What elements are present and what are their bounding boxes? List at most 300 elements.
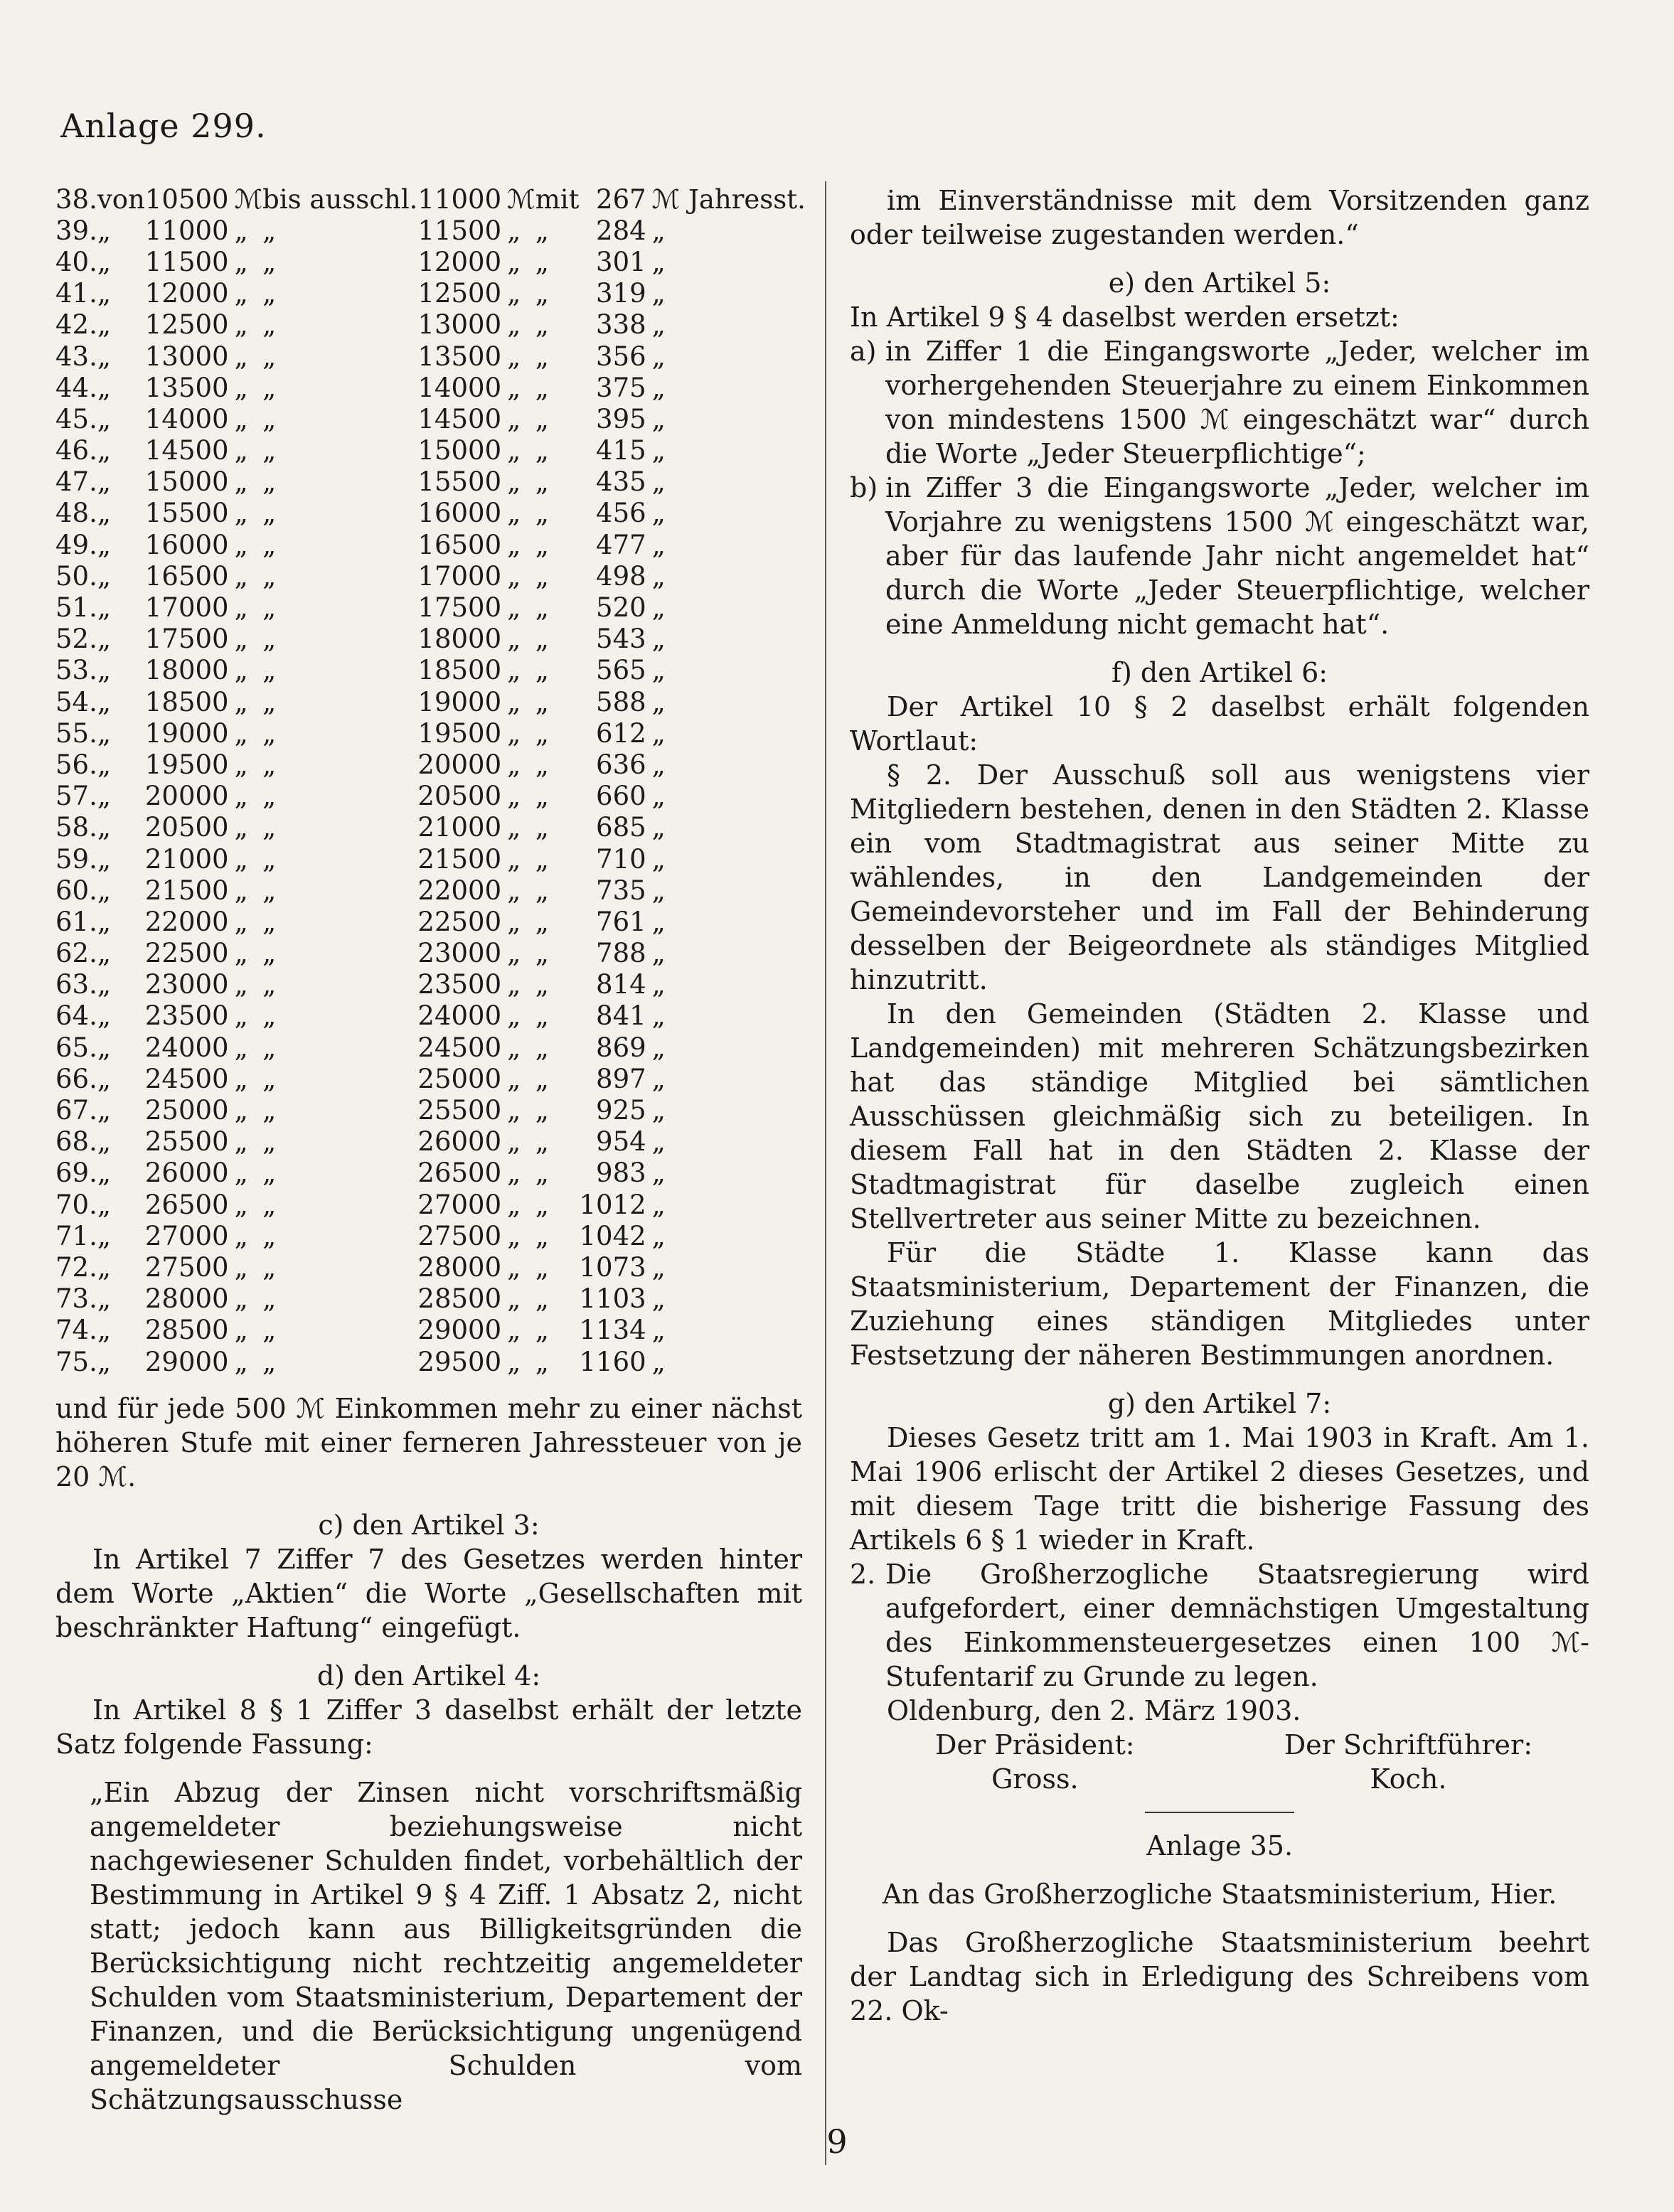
closing-text: Das Großherzogliche Staatsministerium beehrt der Landtag sich in Erledigung des Schreibens vom 22. Ok- xyxy=(850,1927,1589,2026)
currency-mark: „ xyxy=(234,372,248,403)
table-row xyxy=(55,655,806,686)
currency-mark: „ xyxy=(507,781,521,812)
with-word: „ xyxy=(535,655,549,686)
bracket-number: 51. xyxy=(55,592,97,624)
annual-tax: 456 xyxy=(596,498,646,529)
currency-mark: „ xyxy=(507,309,521,341)
tax-unit: „ xyxy=(651,812,666,843)
table-row xyxy=(55,1126,806,1158)
section-f-paragraph-1: § 2. Der Ausschuß soll aus wenigstens vier Mitgliedern bestehen, denen in den Städten 2. Klasse ein vom Stadtmagistrat aus seiner Mitte zu wählendes, in den Landgemeinden der Gemeindevorsteher und im Fall der Behinderung desselben der Beigeordnete als ständiges Mitglied hinzutritt. xyxy=(850,759,1589,995)
from-word: „ xyxy=(97,1283,112,1315)
upto-word: „ xyxy=(262,843,277,875)
upper-bound: 14000 xyxy=(417,372,502,403)
left-column xyxy=(55,183,806,2117)
annual-tax: 735 xyxy=(596,875,646,906)
annual-tax: 636 xyxy=(596,749,646,780)
with-word: „ xyxy=(535,1095,549,1126)
signature-block xyxy=(850,1728,1589,1796)
table-row xyxy=(55,686,806,717)
currency-mark: „ xyxy=(507,341,521,372)
currency-mark: „ xyxy=(234,1251,248,1283)
currency-mark: „ xyxy=(234,278,248,309)
tax-unit: „ xyxy=(651,1063,666,1094)
bracket-number: 46. xyxy=(55,435,97,466)
currency-mark: „ xyxy=(234,498,248,529)
annual-tax: 338 xyxy=(596,309,646,341)
table-row xyxy=(55,1220,806,1251)
currency-mark: „ xyxy=(234,1189,248,1220)
table-row xyxy=(55,1000,806,1032)
lower-bound: 15000 xyxy=(144,466,229,498)
annual-tax: 925 xyxy=(596,1095,646,1126)
from-word: „ xyxy=(97,215,112,246)
annual-tax: 267 xyxy=(596,183,646,215)
currency-mark: „ xyxy=(507,906,521,937)
upper-bound: 17500 xyxy=(417,592,502,624)
upper-bound: 16500 xyxy=(417,529,502,560)
column-divider xyxy=(825,181,826,2165)
upto-word: „ xyxy=(262,1095,277,1126)
bracket-number: 49. xyxy=(55,529,97,560)
table-row xyxy=(55,875,806,906)
section-c-heading: c) den Artikel 3: xyxy=(318,1510,540,1542)
currency-mark: „ xyxy=(234,341,248,372)
table-row xyxy=(55,1315,806,1346)
currency-mark: „ xyxy=(507,624,521,655)
from-word: „ xyxy=(97,278,112,309)
table-row xyxy=(55,498,806,529)
list-item xyxy=(850,334,1589,471)
resolution-item-2 xyxy=(850,1557,1589,1694)
tax-unit: ℳ Jahresst. xyxy=(651,183,806,215)
section-e-intro: In Artikel 9 § 4 daselbst werden ersetzt: xyxy=(850,301,1400,333)
from-word: „ xyxy=(97,1000,112,1032)
annual-tax: 375 xyxy=(596,372,646,403)
lower-bound: 23000 xyxy=(144,969,229,1000)
bracket-number: 56. xyxy=(55,749,97,780)
with-word: „ xyxy=(535,1283,549,1315)
currency-mark: „ xyxy=(234,1346,248,1377)
upper-bound: 12500 xyxy=(417,278,502,309)
annual-tax: 685 xyxy=(596,812,646,843)
continuation-text: im Einverständnisse mit dem Vorsitzenden ganz oder teilweise zugestanden werden.“ xyxy=(850,185,1589,250)
upto-word: „ xyxy=(262,1063,277,1094)
resolution-item-label: 2. xyxy=(850,1559,876,1590)
with-word: „ xyxy=(535,498,549,529)
from-word: „ xyxy=(97,749,112,780)
tax-unit: „ xyxy=(651,1315,666,1346)
currency-mark: „ xyxy=(507,655,521,686)
lower-bound: 23500 xyxy=(144,1000,229,1032)
from-word: „ xyxy=(97,1063,112,1094)
with-word: „ xyxy=(535,1063,549,1094)
with-word: „ xyxy=(535,246,549,277)
from-word: „ xyxy=(97,624,112,655)
upper-bound: 12000 xyxy=(417,246,502,277)
currency-mark: „ xyxy=(507,1283,521,1315)
upto-word: „ xyxy=(262,215,277,246)
upper-bound: 13500 xyxy=(417,341,502,372)
with-word: „ xyxy=(535,560,549,592)
bracket-number: 64. xyxy=(55,1000,97,1032)
lower-bound: 18500 xyxy=(144,686,229,717)
upper-bound: 22000 xyxy=(417,875,502,906)
section-g-text: Dieses Gesetz tritt am 1. Mai 1903 in Kraft. Am 1. Mai 1906 erlischt der Artikel 2 dieses Gesetzes, und mit diesem Tage tritt die bisherige Fassung des Artikels 6 § 1 wieder in Kraft. xyxy=(850,1422,1589,1556)
lower-bound: 24000 xyxy=(144,1032,229,1063)
tax-unit: „ xyxy=(651,1346,666,1377)
from-word: „ xyxy=(97,560,112,592)
tax-unit: „ xyxy=(651,624,666,655)
with-word: „ xyxy=(535,781,549,812)
upper-bound: 26500 xyxy=(417,1158,502,1189)
with-word: „ xyxy=(535,686,549,717)
table-row xyxy=(55,1189,806,1220)
list-item-text: in Ziffer 1 die Eingangsworte „Jeder, welcher im vorhergehenden Steuerjahre zu einem Einkommen von mindestens 1500 ℳ eingeschätzt war“ durch die Worte „Jeder Steuerpflichtige“; xyxy=(885,336,1589,469)
currency-mark: „ xyxy=(507,1158,521,1189)
annual-tax: 543 xyxy=(596,624,646,655)
currency-mark: „ xyxy=(234,1063,248,1094)
table-row xyxy=(55,938,806,969)
currency-mark: „ xyxy=(234,686,248,717)
bracket-number: 66. xyxy=(55,1063,97,1094)
bracket-number: 45. xyxy=(55,403,97,434)
lower-bound: 20000 xyxy=(144,781,229,812)
with-word: „ xyxy=(535,1126,549,1158)
tax-unit: „ xyxy=(651,529,666,560)
with-word: „ xyxy=(535,309,549,341)
upper-bound: 28500 xyxy=(417,1283,502,1315)
with-word: „ xyxy=(535,1158,549,1189)
annual-tax: 1012 xyxy=(579,1189,646,1220)
with-word: „ xyxy=(535,278,549,309)
currency-mark: „ xyxy=(507,1189,521,1220)
tax-unit: „ xyxy=(651,906,666,937)
from-word: „ xyxy=(97,1158,112,1189)
tax-unit: „ xyxy=(651,592,666,624)
from-word: „ xyxy=(97,717,112,749)
table-row xyxy=(55,1063,806,1094)
currency-mark: „ xyxy=(507,403,521,434)
with-word: „ xyxy=(535,592,549,624)
president-title: Der Präsident: xyxy=(935,1729,1135,1760)
currency-mark: „ xyxy=(507,1251,521,1283)
lower-bound: 20500 xyxy=(144,812,229,843)
upper-bound: 28000 xyxy=(417,1251,502,1283)
currency-mark: „ xyxy=(507,843,521,875)
currency-mark: „ xyxy=(507,1220,521,1251)
upto-word: „ xyxy=(262,1220,277,1251)
upper-bound: 25000 xyxy=(417,1063,502,1094)
currency-mark: „ xyxy=(507,717,521,749)
annual-tax: 954 xyxy=(596,1126,646,1158)
currency-mark: „ xyxy=(234,1000,248,1032)
bracket-number: 58. xyxy=(55,812,97,843)
from-word: „ xyxy=(97,1346,112,1377)
upto-word: „ xyxy=(262,372,277,403)
lower-bound: 25000 xyxy=(144,1095,229,1126)
lower-bound: 13000 xyxy=(144,341,229,372)
secretary-name: Koch. xyxy=(1370,1763,1447,1795)
table-row xyxy=(55,749,806,780)
bracket-number: 44. xyxy=(55,372,97,403)
currency-mark: „ xyxy=(234,1095,248,1126)
bracket-number: 57. xyxy=(55,781,97,812)
currency-mark: „ xyxy=(507,278,521,309)
upper-bound: 19500 xyxy=(417,717,502,749)
upto-word: „ xyxy=(262,686,277,717)
currency-mark: „ xyxy=(507,938,521,969)
lower-bound: 27500 xyxy=(144,1251,229,1283)
from-word: „ xyxy=(97,938,112,969)
table-row xyxy=(55,1346,806,1377)
lower-bound: 21500 xyxy=(144,875,229,906)
upper-bound: 15000 xyxy=(417,435,502,466)
secretary-title: Der Schriftführer: xyxy=(1284,1729,1532,1760)
with-word: „ xyxy=(535,1220,549,1251)
table-row xyxy=(55,466,806,498)
upto-word: „ xyxy=(262,1315,277,1346)
table-row xyxy=(55,717,806,749)
lower-bound: 11000 xyxy=(144,215,229,246)
upper-bound: 27500 xyxy=(417,1220,502,1251)
currency-mark: „ xyxy=(234,592,248,624)
currency-mark: „ xyxy=(234,969,248,1000)
with-word: „ xyxy=(535,1032,549,1063)
annual-tax: 520 xyxy=(596,592,646,624)
tax-unit: „ xyxy=(651,1189,666,1220)
from-word: „ xyxy=(97,1032,112,1063)
tax-unit: „ xyxy=(651,781,666,812)
tax-unit: „ xyxy=(651,1220,666,1251)
with-word: „ xyxy=(535,1346,549,1377)
upper-bound: 13000 xyxy=(417,309,502,341)
upto-word: „ xyxy=(262,938,277,969)
place-date: Oldenburg, den 2. März 1903. xyxy=(887,1695,1301,1726)
annual-tax: 897 xyxy=(596,1063,646,1094)
from-word: von xyxy=(97,183,145,215)
currency-mark: „ xyxy=(507,812,521,843)
lower-bound: 26500 xyxy=(144,1189,229,1220)
president-name: Gross. xyxy=(991,1763,1079,1795)
table-continuation-text: und für jede 500 ℳ Einkommen mehr zu einer nächst höheren Stufe mit einer ferneren Jahressteuer von je 20 ℳ. xyxy=(55,1393,802,1493)
with-word: „ xyxy=(535,529,549,560)
section-g-heading: g) den Artikel 7: xyxy=(1107,1388,1332,1419)
currency-mark: „ xyxy=(234,403,248,434)
upto-word: „ xyxy=(262,341,277,372)
table-row xyxy=(55,309,806,341)
upto-word: „ xyxy=(262,1189,277,1220)
bracket-number: 52. xyxy=(55,624,97,655)
from-word: „ xyxy=(97,1095,112,1126)
currency-mark: „ xyxy=(234,875,248,906)
tax-unit: „ xyxy=(651,1095,666,1126)
section-d-quote: „Ein Abzug der Zinsen nicht vorschriftsmäßig angemeldeter beziehungsweise nicht nachgewiesener Schulden findet, vorbehältlich der Bestimmung in Artikel 9 § 4 Ziff. 1 Absatz 2, nicht statt; jedoch kann aus Billigkeitsgründen die Berücksichtigung nicht rechtzeitig angemeldeter Schulden vom Staatsministerium, Departement der Finanzen, und die Berücksichtigung ungenügend angemeldeter Schulden vom Schätzungsausschusse xyxy=(90,1777,802,2116)
currency-mark: „ xyxy=(234,781,248,812)
from-word: „ xyxy=(97,341,112,372)
upper-bound: 16000 xyxy=(417,498,502,529)
lower-bound: 17000 xyxy=(144,592,229,624)
from-word: „ xyxy=(97,309,112,341)
lower-bound: 13500 xyxy=(144,372,229,403)
annual-tax: 319 xyxy=(596,278,646,309)
annual-tax: 415 xyxy=(596,435,646,466)
next-annex-title: Anlage 35. xyxy=(1146,1830,1294,1861)
currency-mark: „ xyxy=(507,1346,521,1377)
list-item-text: in Ziffer 3 die Eingangsworte „Jeder, welcher im Vorjahre zu wenigstens 1500 ℳ eingeschätzt war, aber für das laufende Jahr nicht angemeldet hat“ durch die Worte „Jeder Steuerpflichtige, welcher eine Anmeldung nicht gemacht hat“. xyxy=(885,472,1589,640)
upper-bound: 20000 xyxy=(417,749,502,780)
tax-unit: „ xyxy=(651,875,666,906)
upper-bound: 14500 xyxy=(417,403,502,434)
upto-word: „ xyxy=(262,624,277,655)
upto-word: „ xyxy=(262,969,277,1000)
currency-mark: „ xyxy=(507,435,521,466)
currency-mark: „ xyxy=(234,215,248,246)
from-word: „ xyxy=(97,1220,112,1251)
currency-mark: „ xyxy=(234,843,248,875)
annual-tax: 841 xyxy=(596,1000,646,1032)
annual-tax: 869 xyxy=(596,1032,646,1063)
currency-mark: „ xyxy=(507,246,521,277)
tax-unit: „ xyxy=(651,969,666,1000)
upper-bound: 19000 xyxy=(417,686,502,717)
bracket-number: 60. xyxy=(55,875,97,906)
upto-word: bis ausschl. xyxy=(262,183,418,215)
with-word: „ xyxy=(535,1189,549,1220)
resolution-item-text: Die Großherzogliche Staatsregierung wird aufgefordert, einer demnächstigen Umgestaltung des Einkommensteuergesetzes einen 100 ℳ-Stufentarif zu Grunde zu legen. xyxy=(885,1559,1589,1692)
from-word: „ xyxy=(97,1251,112,1283)
with-word: „ xyxy=(535,215,549,246)
from-word: „ xyxy=(97,592,112,624)
currency-mark: „ xyxy=(507,466,521,498)
upper-bound: 26000 xyxy=(417,1126,502,1158)
tax-unit: „ xyxy=(651,215,666,246)
currency-mark: „ xyxy=(234,1126,248,1158)
currency-mark: „ xyxy=(507,498,521,529)
annual-tax: 435 xyxy=(596,466,646,498)
page-number: 9 xyxy=(826,2122,848,2161)
list-item-label: b) xyxy=(850,472,878,503)
upto-word: „ xyxy=(262,309,277,341)
bracket-number: 39. xyxy=(55,215,97,246)
upto-word: „ xyxy=(262,466,277,498)
from-word: „ xyxy=(97,498,112,529)
currency-mark: „ xyxy=(234,1220,248,1251)
currency-mark: „ xyxy=(234,749,248,780)
upto-word: „ xyxy=(262,278,277,309)
with-word: „ xyxy=(535,372,549,403)
list-item-label: a) xyxy=(850,336,877,367)
with-word: mit xyxy=(535,183,580,215)
upto-word: „ xyxy=(262,717,277,749)
annual-tax: 788 xyxy=(596,938,646,969)
with-word: „ xyxy=(535,749,549,780)
with-word: „ xyxy=(535,843,549,875)
tax-unit: „ xyxy=(651,749,666,780)
from-word: „ xyxy=(97,1315,112,1346)
table-row xyxy=(55,592,806,623)
bracket-number: 70. xyxy=(55,1189,97,1220)
from-word: „ xyxy=(97,435,112,466)
bracket-number: 53. xyxy=(55,655,97,686)
lower-bound: 16000 xyxy=(144,529,229,560)
from-word: „ xyxy=(97,466,112,498)
with-word: „ xyxy=(535,969,549,1000)
tax-unit: „ xyxy=(651,309,666,341)
table-row xyxy=(55,1283,806,1315)
upto-word: „ xyxy=(262,1126,277,1158)
annual-tax: 565 xyxy=(596,655,646,686)
upto-word: „ xyxy=(262,655,277,686)
upper-bound: 29500 xyxy=(417,1346,502,1377)
annual-tax: 660 xyxy=(596,781,646,812)
bracket-number: 67. xyxy=(55,1095,97,1126)
annual-tax: 1160 xyxy=(579,1346,646,1377)
table-row xyxy=(55,403,806,434)
upper-bound: 21500 xyxy=(417,843,502,875)
lower-bound: 12000 xyxy=(144,278,229,309)
currency-mark: „ xyxy=(234,435,248,466)
section-d-heading: d) den Artikel 4: xyxy=(316,1660,541,1692)
table-row xyxy=(55,183,806,215)
bracket-number: 72. xyxy=(55,1251,97,1283)
annual-tax: 1042 xyxy=(579,1220,646,1251)
upper-bound: 20500 xyxy=(417,781,502,812)
annual-tax: 477 xyxy=(596,529,646,560)
bracket-number: 40. xyxy=(55,246,97,277)
currency-mark: „ xyxy=(234,717,248,749)
tax-unit: „ xyxy=(651,246,666,277)
tax-unit: „ xyxy=(651,686,666,717)
annual-tax: 983 xyxy=(596,1158,646,1189)
tax-unit: „ xyxy=(651,938,666,969)
bracket-number: 55. xyxy=(55,717,97,749)
section-f-paragraph-2: In den Gemeinden (Städten 2. Klasse und Landgemeinden) mit mehreren Schätzungsbezirken hat das ständige Mitglied bei sämtlichen Ausschüssen gleichmäßig sich zu beteiligen. In diesem Fall hat in den Städten 2. Klasse der Stadtmagistrat für daselbe zugleich einen Stellvertreter aus seiner Mitte zu bezeichnen. xyxy=(850,998,1589,1234)
table-row xyxy=(55,278,806,309)
currency-mark: „ xyxy=(507,969,521,1000)
tax-unit: „ xyxy=(651,403,666,434)
table-row xyxy=(55,812,806,843)
from-word: „ xyxy=(97,906,112,937)
lower-bound: 18000 xyxy=(144,655,229,686)
table-row xyxy=(55,529,806,560)
annual-tax: 395 xyxy=(596,403,646,434)
upto-word: „ xyxy=(262,403,277,434)
lower-bound: 14000 xyxy=(144,403,229,434)
annual-tax: 1073 xyxy=(579,1251,646,1283)
from-word: „ xyxy=(97,246,112,277)
with-word: „ xyxy=(535,403,549,434)
upper-bound: 17000 xyxy=(417,560,502,592)
with-word: „ xyxy=(535,717,549,749)
upper-bound: 11000 xyxy=(417,183,502,215)
annual-tax: 588 xyxy=(596,686,646,717)
upper-bound: 27000 xyxy=(417,1189,502,1220)
upper-bound: 11500 xyxy=(417,215,502,246)
annual-tax: 301 xyxy=(596,246,646,277)
page-header: Anlage 299. xyxy=(60,107,267,145)
table-row xyxy=(55,372,806,403)
upto-word: „ xyxy=(262,812,277,843)
section-f-paragraph-3: Für die Städte 1. Klasse kann das Staatsministerium, Departement der Finanzen, die Zuziehung eines ständigen Mitgliedes unter Festsetzung der näheren Bestimmungen anordnen. xyxy=(850,1237,1589,1371)
table-row xyxy=(55,1158,806,1189)
from-word: „ xyxy=(97,686,112,717)
currency-mark: „ xyxy=(234,1283,248,1315)
from-word: „ xyxy=(97,969,112,1000)
bracket-number: 42. xyxy=(55,309,97,341)
lower-bound: 25500 xyxy=(144,1126,229,1158)
lower-bound: 12500 xyxy=(144,309,229,341)
from-word: „ xyxy=(97,843,112,875)
